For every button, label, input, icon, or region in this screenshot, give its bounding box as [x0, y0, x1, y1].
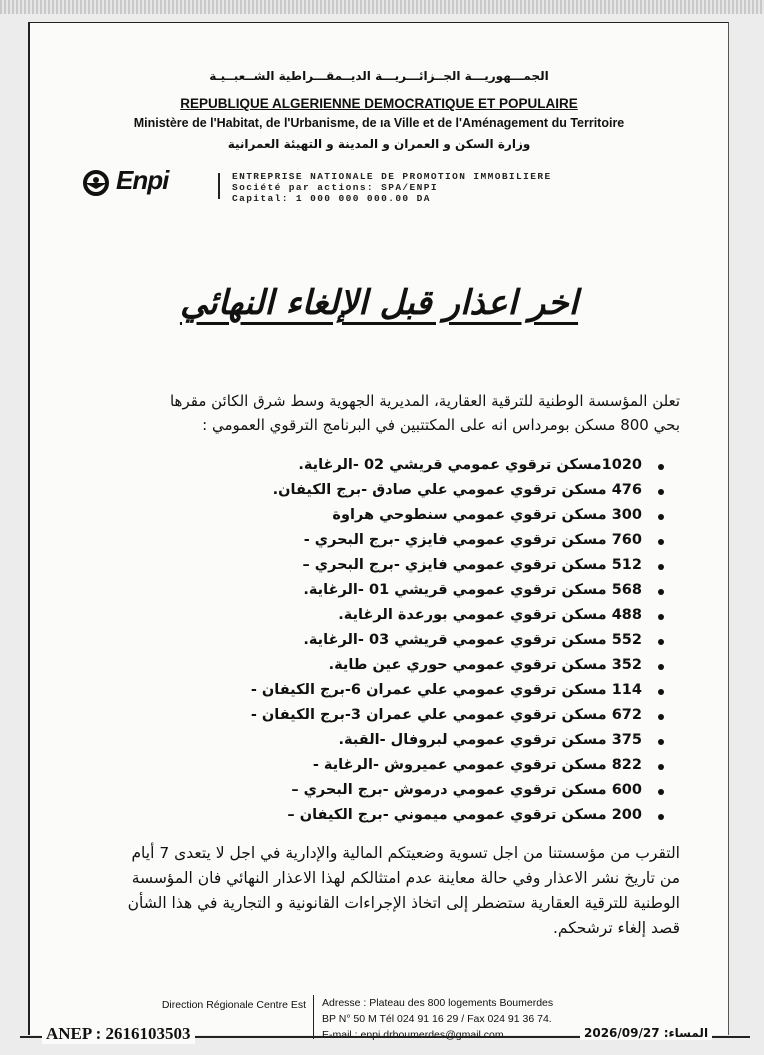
company-legal-form: Société par actions: SPA/ENPI	[232, 182, 438, 193]
list-item: 114 مسكن ترقوي عمومي علي عمران 6-برج الكيفان -	[30, 678, 670, 703]
footer-phone: BP N° 50 M Tél 024 91 16 29 / Fax 024 91 36 74.	[322, 1013, 552, 1025]
list-item: 375 مسكن ترقوي عمومي لبروفال -القبة.	[30, 728, 670, 753]
bullet-icon	[658, 614, 664, 620]
closing-line: التقرب من مؤسستنا من اجل تسوية وضعيتكم المالية والإدارية في اجل لا يتعدى 7 أيام	[131, 844, 680, 862]
enpi-logo-icon	[82, 169, 110, 197]
closing-paragraph	[70, 841, 680, 941]
list-item: 568 مسكن ترقوي عمومي قريشي 01 -الرغاية.	[30, 578, 670, 603]
arabic-republic-header: الجمـــهوريـــة الجــزائـــريـــة الديــمقـــراطية الشــعبــيـة	[209, 69, 549, 83]
bullet-icon	[658, 664, 664, 670]
list-item: 1020مسكن ترقوي عمومي قريشي 02 -الرغاية.	[30, 453, 670, 478]
bullet-icon	[658, 689, 664, 695]
bullet-icon	[658, 539, 664, 545]
bullet-icon	[658, 514, 664, 520]
closing-line: قصد إلغاء ترشحكم.	[552, 919, 680, 937]
intro-line: بحي 800 مسكن بومرداس انه على المكتتبين في البرنامج الترقوي العمومي :	[202, 416, 680, 434]
bullet-icon	[658, 564, 664, 570]
bullet-icon	[658, 764, 664, 770]
list-item: 552 مسكن ترقوي عمومي قريشي 03 -الرغاية.	[30, 628, 670, 653]
list-item: 488 مسكن ترقوي عمومي بورعدة الرغاية.	[30, 603, 670, 628]
bullet-icon	[658, 789, 664, 795]
scan-top-strip	[0, 0, 764, 14]
list-item: 200 مسكن ترقوي عمومي ميموني -برج الكيفان –	[30, 803, 670, 828]
list-item: 672 مسكن ترقوي عمومي علي عمران 3-برج الكيفان -	[30, 703, 670, 728]
company-capital: Capital: 1 000 000 000.00 DA	[232, 193, 431, 204]
list-item: 476 مسكن ترقوي عمومي علي صادق -برج الكيفان.	[30, 478, 670, 503]
closing-line: الوطنية للترقية العقارية ستضطر إلى اتخاذ الإجراءات القانونية و التجارية في هذا الشأن	[127, 894, 680, 912]
bullet-icon	[658, 489, 664, 495]
enpi-logo-text: Enpi	[116, 165, 169, 195]
bullet-icon	[658, 464, 664, 470]
footer-email: E-mail : enpi.drboumerdes@gmail.com.	[322, 1029, 507, 1041]
company-details	[232, 171, 702, 204]
header-divider	[218, 173, 220, 199]
french-republic-header: REPUBLIQUE ALGERIENNE DEMOCRATIQUE ET POPULAIRE	[180, 96, 578, 111]
list-item: 600 مسكن ترقوي عمومي درموش -برج البحري –	[30, 778, 670, 803]
footer-direction: Direction Régionale Centre Est	[161, 999, 306, 1011]
bullet-icon	[658, 639, 664, 645]
document-page	[28, 22, 729, 1041]
french-ministry-header: Ministère de l'Habitat, de l'Urbanisme, de ıa Ville et de l'Aménagement du Territoire	[133, 116, 625, 130]
bullet-icon	[658, 739, 664, 745]
list-item: 822 مسكن ترقوي عمومي عميروش -الرغاية -	[30, 753, 670, 778]
enpi-logo	[82, 167, 202, 199]
list-item: 352 مسكن ترقوي عمومي حوري عين طاية.	[30, 653, 670, 678]
list-item: 760 مسكن ترقوي عمومي فايزي -برج البحري -	[30, 528, 670, 553]
housing-program-list	[30, 453, 670, 828]
intro-line: تعلن المؤسسة الوطنية للترقية العقارية، المديرية الجهوية وسط شرق الكائن مقرها	[169, 392, 680, 410]
list-item: 300 مسكن ترقوي عمومي سنطوحي هراوة	[30, 503, 670, 528]
footer-address: Adresse : Plateau des 800 logements Boumerdes	[322, 997, 554, 1009]
footer-divider	[313, 995, 314, 1039]
arabic-ministry-header: وزارة السكن و العمران و المدينة و التهيئة العمرانية	[227, 137, 531, 151]
anep-reference: ANEP : 2616103503	[42, 1024, 195, 1044]
closing-line: من تاريخ نشر الاعذار وفي حالة معاينة عدم امتثالكم لهذا الاعذار النهائي فان المؤسسة	[131, 869, 680, 887]
intro-paragraph	[70, 389, 680, 437]
bullet-icon	[658, 814, 664, 820]
publication-date: المساء: 2026/09/27	[580, 1026, 712, 1040]
bullet-icon	[658, 714, 664, 720]
bullet-icon	[658, 589, 664, 595]
company-name: ENTREPRISE NATIONALE DE PROMOTION IMMOBILIERE	[232, 171, 552, 182]
list-item: 512 مسكن ترقوي عمومي فايزي -برج البحري –	[30, 553, 670, 578]
notice-title: اخر اعذار قبل الإلغاء النهائي	[179, 283, 579, 323]
